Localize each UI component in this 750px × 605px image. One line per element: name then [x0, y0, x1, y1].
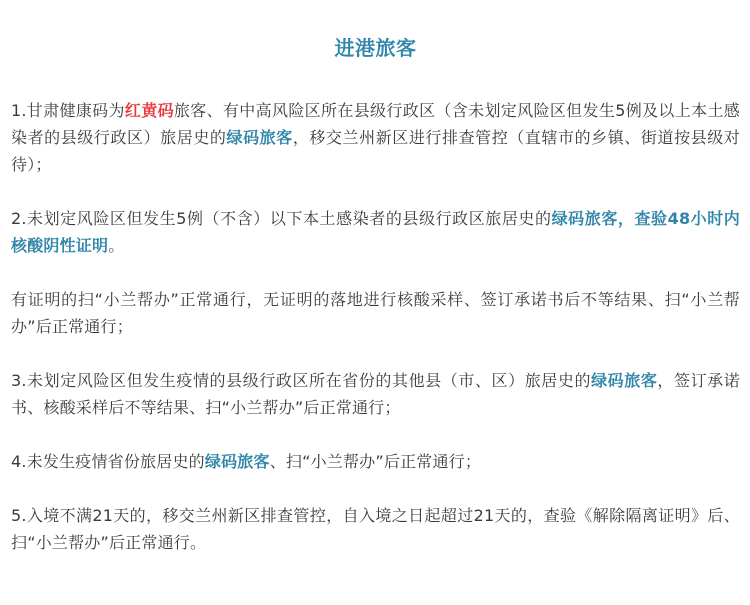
paragraph-5 [11, 448, 740, 475]
paragraph-3-text: 有证明的扫“小兰帮办”正常通行，无证明的落地进行核酸采样、签订承诺书后不等结果、扫“小兰帮办”后正常通行； [11, 290, 740, 336]
paragraph-2 [11, 205, 740, 259]
red-yellow-code-highlight: 红黄码 [124, 101, 174, 120]
paragraph-1-text-e: ，移交兰州新区进行排查管控（直辖市的乡镇、街道按县级对待）； [11, 128, 740, 174]
green-code-highlight: 绿码旅客 [204, 452, 270, 471]
paragraph-4-text-c: ，签订承诺书、核酸采样后不等结果、扫“小兰帮办”后正常通行； [11, 371, 740, 417]
paragraph-2-text-a: 2.未划定风险区但发生5例（不含）以下本土感染者的县级行政区旅居史的 [11, 209, 552, 228]
green-code-highlight: 绿码旅客 [591, 371, 658, 390]
paragraph-6 [11, 502, 740, 556]
green-code-highlight: 绿码旅客 [226, 128, 293, 147]
paragraph-1-text-c: 旅客、有中高风险区所在县级行政区（含未划定风险区但发生5例及以上本土感染者的县级行政区）旅居史的 [11, 101, 740, 147]
paragraph-5-text-a: 4.未发生疫情省份旅居史的 [11, 452, 205, 471]
paragraph-2-text-c: 。 [108, 236, 125, 255]
paragraph-5-text-c: 、扫“小兰帮办”后正常通行； [269, 452, 482, 471]
paragraph-4 [11, 367, 740, 421]
page-title: 进港旅客 [334, 36, 417, 60]
nucleic-acid-proof-highlight: 绿码旅客，查验48小时内核酸阴性证明 [11, 209, 740, 255]
paragraph-6-text: 5.入境不满21天的，移交兰州新区排查管控，自入境之日起超过21天的，查验《解除隔离证明》后、扫“小兰帮办”后正常通行。 [11, 506, 740, 552]
paragraph-3 [11, 286, 740, 340]
paragraph-1 [11, 97, 740, 178]
paragraph-4-text-a: 3.未划定风险区但发生疫情的县级行政区所在省份的其他县（市、区）旅居史的 [11, 371, 592, 390]
paragraph-1-text-a: 1.甘肃健康码为 [11, 101, 125, 120]
